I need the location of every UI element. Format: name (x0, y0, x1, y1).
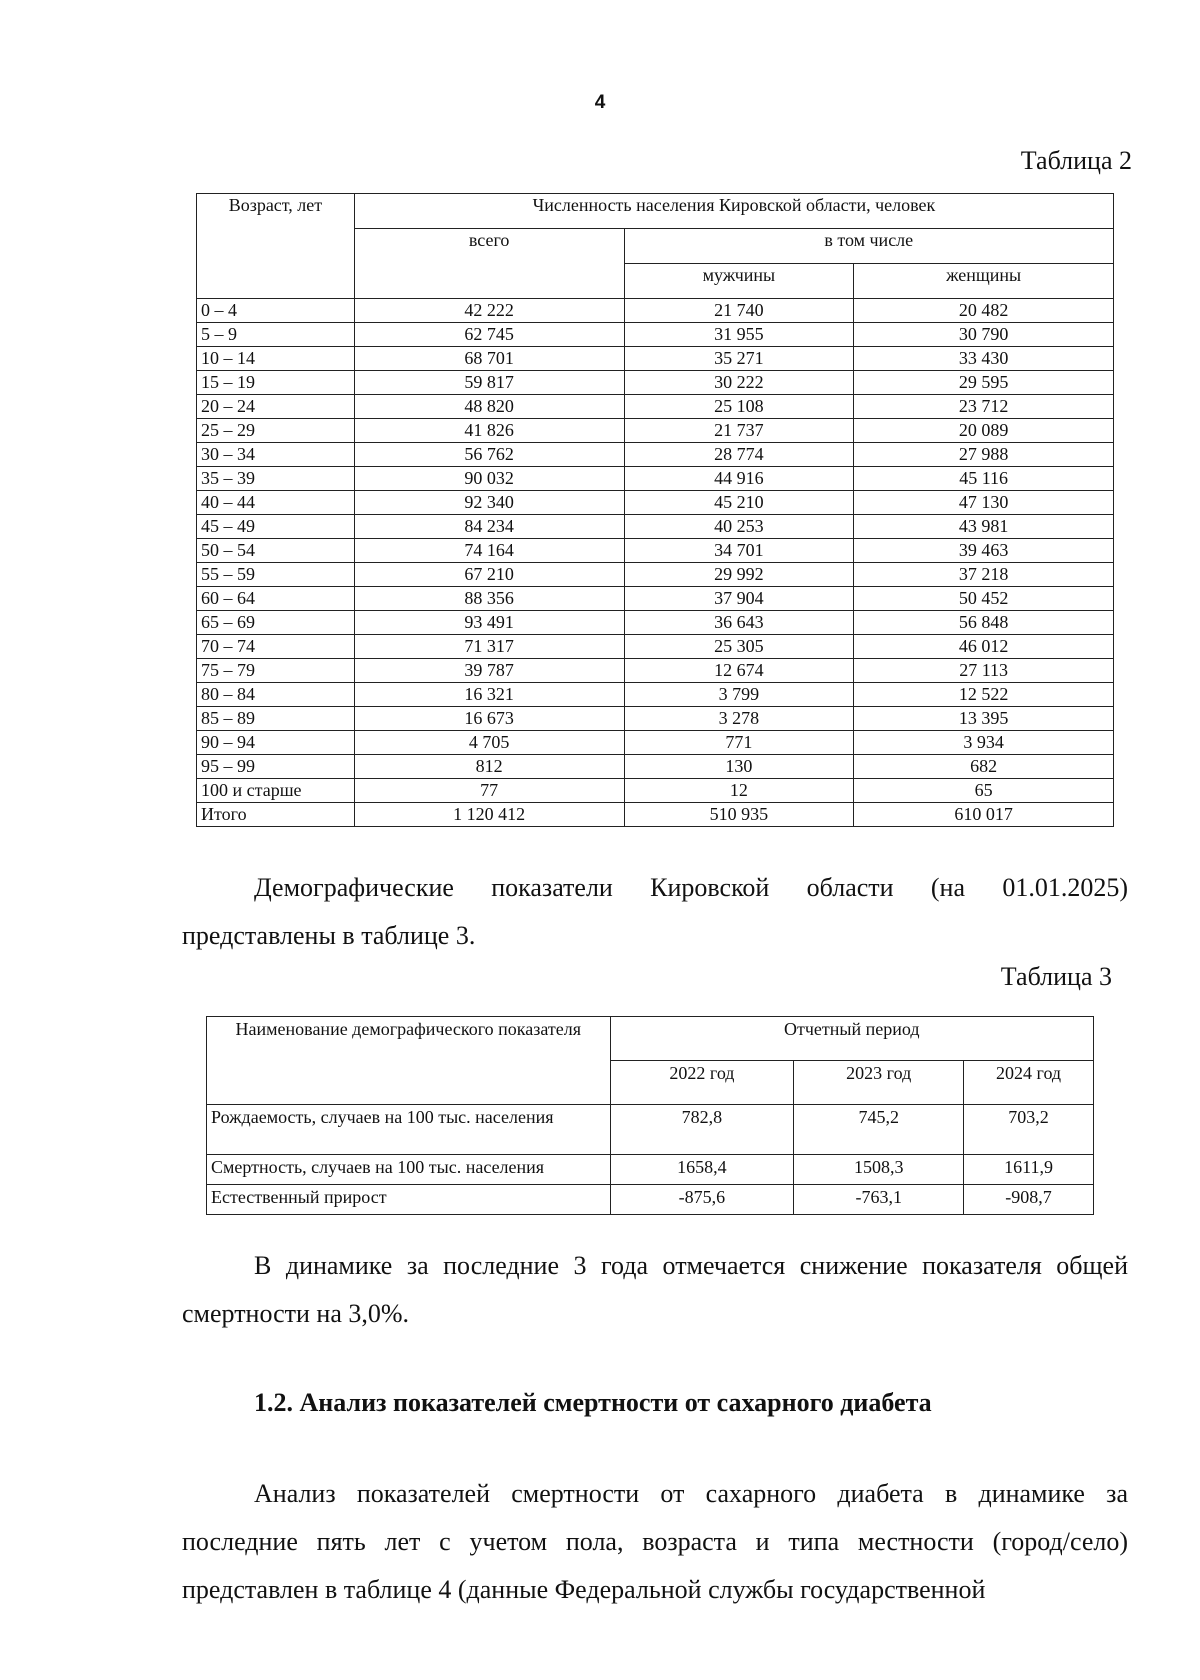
total-cell: 88 356 (354, 587, 624, 611)
indicator-name: Смертность, случаев на 100 тыс. населения (207, 1155, 611, 1185)
women-cell: 39 463 (854, 539, 1114, 563)
total-cell: 1 120 412 (354, 803, 624, 827)
indicator-value: 745,2 (794, 1105, 964, 1155)
age-cell: Итого (197, 803, 355, 827)
women-cell: 50 452 (854, 587, 1114, 611)
men-cell: 30 222 (624, 371, 854, 395)
men-cell: 12 (624, 779, 854, 803)
age-cell: 35 – 39 (197, 467, 355, 491)
total-cell: 92 340 (354, 491, 624, 515)
population-table (196, 193, 1114, 827)
table-row (197, 803, 1114, 827)
age-cell: 75 – 79 (197, 659, 355, 683)
table-row (197, 467, 1114, 491)
table-row (197, 707, 1114, 731)
total-cell: 93 491 (354, 611, 624, 635)
age-cell: 95 – 99 (197, 755, 355, 779)
men-cell: 12 674 (624, 659, 854, 683)
demographics-table (206, 1016, 1094, 1215)
table-row (197, 755, 1114, 779)
women-cell: 30 790 (854, 323, 1114, 347)
women-cell: 27 113 (854, 659, 1114, 683)
age-cell: 85 – 89 (197, 707, 355, 731)
women-cell: 65 (854, 779, 1114, 803)
total-cell: 77 (354, 779, 624, 803)
total-cell: 56 762 (354, 443, 624, 467)
table-row (197, 299, 1114, 323)
table-row (197, 731, 1114, 755)
total-cell: 62 745 (354, 323, 624, 347)
total-cell: 42 222 (354, 299, 624, 323)
men-cell: 771 (624, 731, 854, 755)
men-cell: 25 108 (624, 395, 854, 419)
indicator-value: -908,7 (964, 1185, 1094, 1215)
table-row (197, 491, 1114, 515)
total-cell: 16 673 (354, 707, 624, 731)
men-cell: 510 935 (624, 803, 854, 827)
total-cell: 90 032 (354, 467, 624, 491)
total-cell: 67 210 (354, 563, 624, 587)
table-row (197, 323, 1114, 347)
men-cell: 35 271 (624, 347, 854, 371)
paragraph-mortality-dynamics: В динамике за последние 3 года отмечается снижение показателя общей смертности на 3,0%. (182, 1251, 1128, 1328)
women-cell: 20 089 (854, 419, 1114, 443)
table-row (197, 419, 1114, 443)
women-cell: 23 712 (854, 395, 1114, 419)
men-cell: 31 955 (624, 323, 854, 347)
women-cell: 37 218 (854, 563, 1114, 587)
table-row (197, 395, 1114, 419)
total-cell: 84 234 (354, 515, 624, 539)
indicator-value: -763,1 (794, 1185, 964, 1215)
table-row (197, 347, 1114, 371)
men-cell: 21 740 (624, 299, 854, 323)
total-cell: 812 (354, 755, 624, 779)
age-cell: 15 – 19 (197, 371, 355, 395)
women-cell: 45 116 (854, 467, 1114, 491)
total-cell: 59 817 (354, 371, 624, 395)
year-header: 2022 год (610, 1061, 794, 1105)
indicator-value: 1611,9 (964, 1155, 1094, 1185)
table-row (197, 635, 1114, 659)
indicator-name: Рождаемость, случаев на 100 тыс. населения (207, 1105, 611, 1155)
women-header: женщины (854, 264, 1114, 299)
table-row (197, 371, 1114, 395)
women-cell: 20 482 (854, 299, 1114, 323)
women-cell: 3 934 (854, 731, 1114, 755)
age-cell: 100 и старше (197, 779, 355, 803)
year-header: 2023 год (794, 1061, 964, 1105)
population-header: Численность населения Кировской области, человек (354, 194, 1113, 229)
men-header: мужчины (624, 264, 854, 299)
period-header: Отчетный период (610, 1017, 1093, 1061)
men-cell: 40 253 (624, 515, 854, 539)
age-cell: 5 – 9 (197, 323, 355, 347)
table3-caption: Таблица 3 (1000, 962, 1112, 991)
men-cell: 29 992 (624, 563, 854, 587)
age-cell: 30 – 34 (197, 443, 355, 467)
indicator-value: 782,8 (610, 1105, 794, 1155)
total-cell: 16 321 (354, 683, 624, 707)
age-cell: 65 – 69 (197, 611, 355, 635)
year-header: 2024 год (964, 1061, 1094, 1105)
section-heading: 1.2. Анализ показателей смертности от сахарного диабета (254, 1388, 932, 1417)
women-cell: 682 (854, 755, 1114, 779)
total-cell: 48 820 (354, 395, 624, 419)
total-cell: 71 317 (354, 635, 624, 659)
women-cell: 29 595 (854, 371, 1114, 395)
total-cell: 68 701 (354, 347, 624, 371)
indicator-name: Естественный прирост (207, 1185, 611, 1215)
indicator-value: 1658,4 (610, 1155, 794, 1185)
age-header: Возраст, лет (197, 194, 355, 299)
total-cell: 41 826 (354, 419, 624, 443)
age-cell: 0 – 4 (197, 299, 355, 323)
indicator-header: Наименование демографического показателя (207, 1017, 611, 1105)
table-row (197, 611, 1114, 635)
age-cell: 20 – 24 (197, 395, 355, 419)
age-cell: 25 – 29 (197, 419, 355, 443)
men-cell: 44 916 (624, 467, 854, 491)
men-cell: 28 774 (624, 443, 854, 467)
table-row (197, 539, 1114, 563)
paragraph-diabetes-analysis: Анализ показателей смертности от сахарного диабета в динамике за последние пять лет с учетом пола, возраста и типа местности (город/село) представлен в таблице 4 (данные Федеральной службы государственной (182, 1479, 1128, 1604)
women-cell: 27 988 (854, 443, 1114, 467)
age-cell: 90 – 94 (197, 731, 355, 755)
men-cell: 37 904 (624, 587, 854, 611)
table-row (197, 683, 1114, 707)
indicator-value: -875,6 (610, 1185, 794, 1215)
including-header: в том числе (624, 229, 1114, 264)
indicator-value: 1508,3 (794, 1155, 964, 1185)
men-cell: 130 (624, 755, 854, 779)
total-cell: 39 787 (354, 659, 624, 683)
men-cell: 25 305 (624, 635, 854, 659)
paragraph-demographics: Демографические показатели Кировской области (на 01.01.2025) представлены в таблице 3. (182, 873, 1128, 950)
age-cell: 50 – 54 (197, 539, 355, 563)
age-cell: 55 – 59 (197, 563, 355, 587)
total-header: всего (354, 229, 624, 299)
total-cell: 4 705 (354, 731, 624, 755)
table-row (197, 779, 1114, 803)
table-row (197, 443, 1114, 467)
table-row (197, 515, 1114, 539)
table-row (197, 563, 1114, 587)
age-cell: 40 – 44 (197, 491, 355, 515)
men-cell: 3 799 (624, 683, 854, 707)
men-cell: 45 210 (624, 491, 854, 515)
men-cell: 3 278 (624, 707, 854, 731)
page-number: 4 (594, 92, 606, 113)
age-cell: 70 – 74 (197, 635, 355, 659)
table-row (197, 587, 1114, 611)
age-cell: 45 – 49 (197, 515, 355, 539)
age-cell: 80 – 84 (197, 683, 355, 707)
women-cell: 47 130 (854, 491, 1114, 515)
total-cell: 74 164 (354, 539, 624, 563)
men-cell: 34 701 (624, 539, 854, 563)
women-cell: 43 981 (854, 515, 1114, 539)
age-cell: 10 – 14 (197, 347, 355, 371)
age-cell: 60 – 64 (197, 587, 355, 611)
men-cell: 36 643 (624, 611, 854, 635)
women-cell: 12 522 (854, 683, 1114, 707)
men-cell: 21 737 (624, 419, 854, 443)
indicator-value: 703,2 (964, 1105, 1094, 1155)
women-cell: 56 848 (854, 611, 1114, 635)
women-cell: 13 395 (854, 707, 1114, 731)
table-row (197, 659, 1114, 683)
women-cell: 33 430 (854, 347, 1114, 371)
women-cell: 46 012 (854, 635, 1114, 659)
table2-caption: Таблица 2 (1020, 146, 1132, 175)
women-cell: 610 017 (854, 803, 1114, 827)
